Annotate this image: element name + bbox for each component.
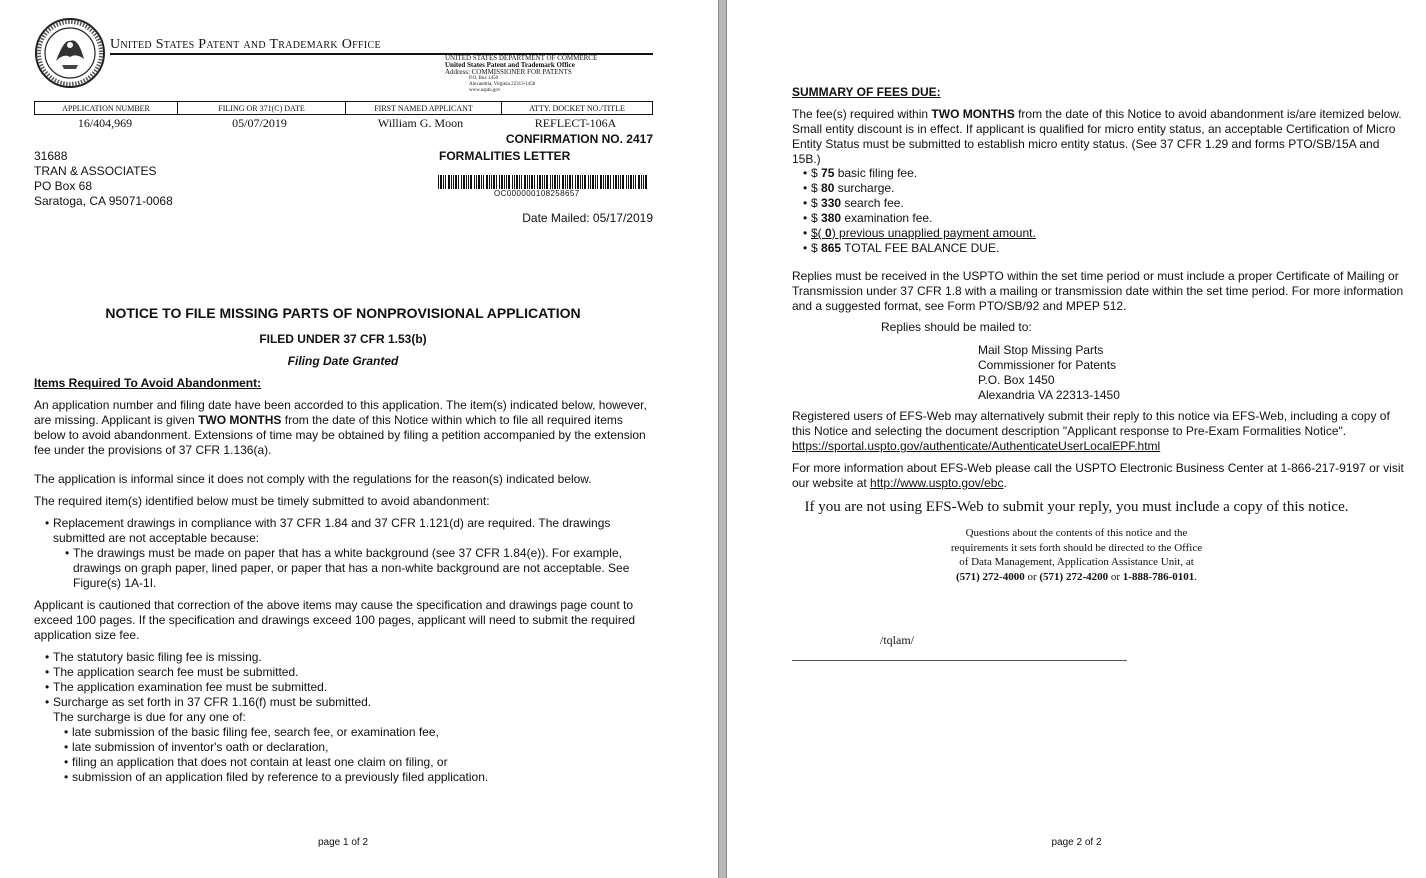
items-heading: Items Required To Avoid Abandonment:	[34, 376, 262, 390]
sub-list	[64, 725, 645, 785]
barcode-bar	[597, 175, 598, 189]
barcode-bar	[534, 175, 535, 189]
notice-title: NOTICE TO FILE MISSING PARTS OF NONPROVISIONAL APPLICATION	[105, 305, 581, 321]
text: from the date of this Notice within which to file all required items below to avoid abandonment. Extensions of time may be obtained by filing a petition accompanied by the extension fee under the provisions of 37 CFR 1.136(a).	[34, 413, 646, 457]
application-number: 16/404,969	[77, 116, 133, 130]
barcode-bar	[610, 175, 611, 189]
barcode-bar	[476, 175, 477, 189]
barcode-bar	[443, 175, 444, 189]
barcode-bar	[546, 175, 548, 189]
list-item: • The application examination fee must be submitted.	[45, 680, 645, 695]
fee-label: ) previous unapplied payment amount.	[831, 226, 1036, 240]
address-line: P.O. Box 1450	[978, 373, 1055, 387]
page-number: page 1 of 2	[317, 837, 369, 848]
col-header: ATTY. DOCKET NO./TITLE	[529, 104, 625, 113]
barcode-bar	[620, 175, 621, 189]
date-mailed: Date Mailed: 05/17/2019	[522, 211, 653, 225]
barcode-bar	[559, 175, 560, 189]
barcode	[438, 175, 648, 189]
text: The fee(s) required within	[792, 107, 932, 121]
text: Registered users of EFS-Web may alternatively submit their reply to this notice via EFS-Web, including a copy of this Notice and selecting the document description "Applicant response to Pre-Exam Formalities Notice".	[792, 409, 1390, 438]
fee-label: examination fee.	[841, 211, 933, 225]
uspto-seal-logo	[34, 17, 106, 89]
page-number: page 2 of 2	[1051, 837, 1102, 848]
barcode-bar	[607, 175, 609, 189]
list	[45, 516, 635, 546]
barcode-bar	[527, 175, 528, 189]
barcode-bar	[613, 175, 614, 189]
barcode-bar	[486, 175, 488, 189]
barcode-bar	[438, 175, 439, 189]
barcode-bar	[638, 175, 640, 189]
list-item: • late submission of inventor's oath or declaration,	[64, 740, 645, 755]
confirmation-number: CONFIRMATION NO. 2417	[505, 132, 653, 146]
info-paragraph	[792, 461, 1404, 491]
efs-paragraph	[792, 409, 1404, 454]
questions-line: Questions about the contents of this notice and the	[965, 527, 1188, 539]
phone-number: 1-888-786-0101	[1122, 570, 1195, 583]
fee-amount: 865	[821, 241, 842, 255]
barcode-bar	[605, 175, 606, 189]
text: or	[1024, 570, 1040, 583]
address-line: TRAN & ASSOCIATES	[34, 164, 157, 178]
fee-item	[803, 226, 1363, 241]
barcode-bar	[519, 175, 520, 189]
text: An application number and filing date have been accorded to this application. The item(s) indicated below, however, are missing. Applicant is given	[34, 398, 647, 427]
signature: /tqlam/	[880, 633, 914, 647]
barcode-bar	[458, 175, 459, 189]
fee-amount: 330	[821, 196, 842, 210]
barcode-bar	[493, 175, 495, 189]
fee-label: TOTAL FEE BALANCE DUE.	[841, 241, 1000, 255]
barcode-bar	[461, 175, 462, 189]
barcode-bar	[641, 175, 642, 189]
questions-line: requirements it sets forth should be directed to the Office	[950, 541, 1203, 554]
col-header: APPLICATION NUMBER	[35, 102, 178, 114]
fee-label: basic filing fee.	[834, 166, 918, 180]
barcode-bar	[478, 175, 480, 189]
mailing-address	[34, 149, 173, 209]
fee-item	[803, 241, 1363, 256]
not-using-efs-notice: If you are not using EFS-Web to submit your reply, you must include a copy of this notice.	[804, 499, 1349, 515]
barcode-bar	[565, 175, 566, 189]
address-line: Commissioner for Patents	[978, 358, 1117, 372]
summary-heading: SUMMARY OF FEES DUE:	[792, 85, 941, 99]
barcode-bar	[592, 175, 594, 189]
filing-date: 05/07/2019	[232, 116, 287, 130]
fee-prefix: $	[811, 196, 822, 210]
barcode-bar	[455, 175, 457, 189]
fee-prefix: $(	[811, 226, 826, 240]
fee-item	[803, 166, 1363, 181]
barcode-bar	[506, 175, 507, 189]
informal-paragraph: The application is informal since it does not comply with the regulations for the reason(s) indicated below.	[34, 472, 592, 486]
barcode-bar	[635, 175, 636, 189]
barcode-bar	[501, 175, 503, 189]
list-item: • Surcharge as set forth in 37 CFR 1.16(f) must be submitted.	[45, 695, 645, 710]
barcode-bar	[550, 175, 551, 189]
fee-label: search fee.	[841, 196, 904, 210]
barcode-bar	[595, 175, 596, 189]
barcode-bar	[445, 175, 446, 189]
fee-item	[803, 196, 1363, 211]
barcode-bar	[531, 175, 533, 189]
barcode-bar	[630, 175, 632, 189]
list-item: • The statutory basic filing fee is missing.	[45, 650, 645, 665]
barcode-bar	[481, 175, 482, 189]
questions-block	[727, 526, 1426, 584]
barcode-number: OC000000108258657	[494, 189, 580, 198]
barcode-bar	[463, 175, 465, 189]
address-line: 31688	[34, 149, 68, 163]
intro-paragraph	[34, 398, 656, 458]
replies-mailed-to: Replies should be mailed to:	[881, 320, 1032, 334]
dept-line: Alexandria, Virginia 22313-1450	[469, 82, 536, 87]
drawings-requirement	[45, 516, 635, 591]
barcode-bar	[622, 175, 624, 189]
barcode-bar	[590, 175, 591, 189]
barcode-bar	[514, 175, 515, 189]
fee-item	[803, 181, 1363, 196]
address-line: PO Box 68	[34, 179, 93, 193]
application-info-values	[34, 116, 653, 131]
barcode-bar	[539, 175, 541, 189]
barcode-bar	[552, 175, 553, 189]
attorney-docket: REFLECT-106A	[534, 116, 617, 130]
text: .	[1194, 570, 1198, 583]
list-item: • submission of an application filed by reference to a previously filed application.	[64, 770, 645, 785]
barcode-bar	[562, 175, 564, 189]
text: .	[1003, 476, 1007, 490]
barcode-bar	[524, 175, 526, 189]
dept-address-block	[445, 55, 597, 94]
barcode-bar	[628, 175, 629, 189]
address-line: Alexandria VA 22313-1450	[978, 388, 1120, 402]
fee-prefix: $	[811, 166, 822, 180]
fee-prefix: $	[811, 211, 822, 225]
fee-amount: 380	[821, 211, 842, 225]
barcode-bar	[508, 175, 510, 189]
required-items-paragraph: The required item(s) identified below must be timely submitted to avoid abandonment:	[34, 494, 490, 508]
barcode-bar	[645, 175, 647, 189]
barcode-bar	[499, 175, 500, 189]
barcode-bar	[580, 175, 581, 189]
barcode-bar	[557, 175, 558, 189]
barcode-bar	[643, 175, 644, 189]
surcharge-due: The surcharge is due for any one of:	[53, 710, 246, 724]
address-line: Saratoga, CA 95071-0068	[34, 194, 173, 208]
barcode-bar	[496, 175, 497, 189]
text: For more information about EFS-Web please call the USPTO Electronic Business Center at 1-866-217-9197 or visit our website at	[792, 461, 1404, 490]
text: or	[1108, 570, 1123, 583]
barcode-bar	[451, 175, 452, 189]
list	[45, 650, 645, 710]
dept-line: www.uspto.gov	[469, 88, 501, 93]
fee-prefix: $	[811, 241, 822, 255]
barcode-bar	[466, 175, 467, 189]
list-item: • late submission of the basic filing fee, search fee, or examination fee,	[64, 725, 645, 740]
dept-line: Address: COMMISSIONER FOR PATENTS	[445, 68, 572, 76]
barcode-bar	[603, 175, 604, 189]
fee-list	[803, 166, 1363, 256]
barcode-bar	[572, 175, 573, 189]
phone-number: (571) 272-4200	[1039, 570, 1109, 583]
barcode-bar	[491, 175, 492, 189]
page-separator	[718, 0, 727, 878]
signature-line	[792, 660, 1127, 661]
barcode-bar	[615, 175, 617, 189]
emphasis: TWO MONTHS	[931, 107, 1015, 121]
barcode-bar	[512, 175, 513, 189]
caution-paragraph: Applicant is cautioned that correction of the above items may cause the specification and drawings page count to exceed 100 pages. If the specification and drawings exceed 100 pages, applicant will need to submit the required application size fee.	[34, 598, 636, 642]
barcode-bar	[569, 175, 571, 189]
barcode-bar	[537, 175, 538, 189]
barcode-bar	[575, 175, 576, 189]
barcode-bar	[440, 175, 442, 189]
barcode-bar	[584, 175, 586, 189]
unapplied-payment	[811, 226, 1036, 240]
filed-under: FILED UNDER 37 CFR 1.53(b)	[259, 332, 427, 346]
barcode-bar	[529, 175, 530, 189]
fee-prefix: $	[811, 181, 822, 195]
fee-requirements	[45, 650, 645, 785]
fee-amount: 0	[825, 226, 832, 240]
barcode-bar	[577, 175, 579, 189]
barcode-bar	[489, 175, 490, 189]
efs-link[interactable]: https://sportal.uspto.gov/authenticate/AuthenticateUserLocalEPF.html	[792, 439, 1161, 453]
application-info-header	[34, 101, 653, 115]
fee-label: surcharge.	[834, 181, 895, 195]
barcode-bar	[588, 175, 589, 189]
barcode-bar	[504, 175, 505, 189]
mail-address	[978, 343, 1120, 403]
document-page-2	[727, 0, 1426, 878]
replies-paragraph: Replies must be received in the USPTO within the set time period or must include a proper Certificate of Mailing or Transmission under 37 CFR 1.8 with a mailing or transmission date within the set time period. For more information and a suggested format, see Form PTO/SB/92 and MPEP 512.	[792, 269, 1404, 313]
barcode-bar	[521, 175, 522, 189]
emphasis: TWO MONTHS	[198, 413, 282, 427]
barcode-bar	[600, 175, 602, 189]
text: from the date of this Notice to avoid abandonment is/are itemized below. Small entity discount is in effect. If applicant is qualified for micro entity status, an acceptable Certification of Micro Entity Status must be submitted to establish micro entity status. (See 37 CFR 1.29 and forms PTO/SB/15A and 15B.)	[792, 107, 1402, 166]
barcode-bar	[470, 175, 472, 189]
fees-intro	[792, 107, 1404, 167]
barcode-bar	[544, 175, 545, 189]
barcode-bar	[542, 175, 543, 189]
barcode-bar	[483, 175, 484, 189]
barcode-bar	[453, 175, 454, 189]
address-line: Mail Stop Missing Parts	[978, 343, 1104, 357]
phone-numbers	[727, 570, 1426, 585]
barcode-bar	[554, 175, 556, 189]
barcode-bar	[626, 175, 627, 189]
barcode-bar	[618, 175, 619, 189]
col-header: FIRST NAMED APPLICANT	[346, 102, 502, 114]
barcode-bar	[633, 175, 634, 189]
phone-number: (571) 272-4000	[955, 570, 1025, 583]
fee-amount: 80	[821, 181, 835, 195]
list-item: • Replacement drawings in compliance with 37 CFR 1.84 and 37 CFR 1.121(d) are required. The drawings submitted are not acceptable because:	[45, 516, 635, 546]
dept-line: UNITED STATES DEPARTMENT OF COMMERCE	[445, 54, 598, 62]
fee-amount: 75	[821, 166, 835, 180]
dept-line: P.O. Box 1450	[469, 76, 499, 81]
list-item: • The application search fee must be submitted.	[45, 665, 645, 680]
first-named-applicant: William G. Moon	[377, 116, 464, 130]
col-header: FILING OR 371(C) DATE	[178, 102, 346, 114]
dept-line: United States Patent and Trademark Office	[445, 61, 575, 69]
formalities-letter: FORMALITIES LETTER	[439, 149, 571, 163]
barcode-bar	[474, 175, 475, 189]
list-item: • filing an application that does not contain at least one claim on filing, or	[64, 755, 645, 770]
barcode-bar	[448, 175, 450, 189]
uspto-ebc-link[interactable]: http://www.uspto.gov/ebc	[870, 476, 1004, 490]
sub-list	[65, 546, 645, 591]
barcode-bar	[516, 175, 518, 189]
barcode-bar	[567, 175, 568, 189]
filing-date-granted: Filing Date Granted	[287, 354, 399, 368]
barcode-bar	[468, 175, 469, 189]
list-item: • The drawings must be made on paper that has a white background (see 37 CFR 1.84(e)). For example, drawings on graph paper, lined paper, or paper that has a non-white background are not acceptable. See Figure(s) 1A-1I.	[65, 546, 645, 591]
office-name: United States Patent and Trademark Office	[110, 37, 381, 52]
questions-line: of Data Management, Application Assistance Unit, at	[959, 556, 1194, 568]
barcode-bar	[582, 175, 583, 189]
fee-item	[803, 211, 1363, 226]
